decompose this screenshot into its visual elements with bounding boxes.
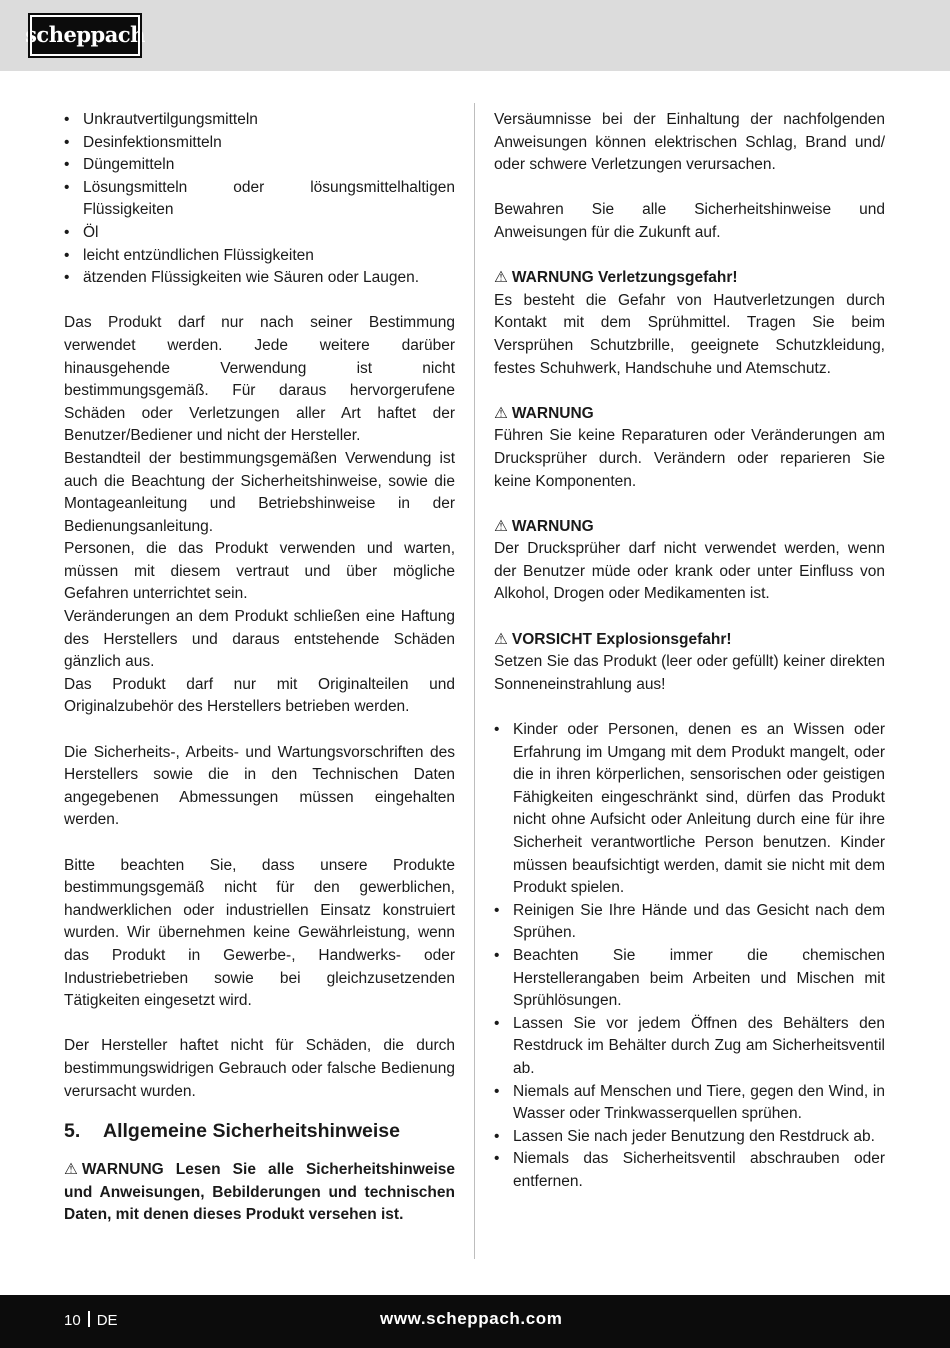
warning-title: ⚠ WARNUNG Verletzungsgefahr! [494,267,885,290]
caution-text: Setzen Sie das Produkt (leer oder gefüllt) keiner direkten Sonneneinstrahlung aus! [494,653,885,693]
page-number [64,1310,118,1333]
website-link[interactable]: www.scheppach.com [380,1309,563,1328]
list-item: • Desinfektionsmitteln [64,132,455,155]
regulations-paragraph: Die Sicherheits-, Arbeits- und Wartungsvorschriften des Herstellers sowie die in den Technischen Daten angegebenen Abmessungen müssen eingehalten werden. [64,743,455,829]
page-footer [0,1295,950,1348]
consequence-paragraph: Versäumnisse bei der Einhaltung der nachfolgenden Anweisungen können elektrischen Schlag, Brand und/ oder schwere Verletzungen verursachen. [494,111,885,174]
list-item: • Reinigen Sie Ihre Hände und das Gesicht nach dem Sprühen. [494,900,885,945]
list-item: • Lassen Sie nach jeder Benutzung den Restdruck ab. [494,1126,885,1149]
warning-title: ⚠ WARNUNG [494,516,885,539]
section-heading [64,1117,455,1145]
list-item: • Kinder oder Personen, denen es an Wissen oder Erfahrung im Umgang mit dem Produkt mangelt, oder die in ihren körperlichen, sensorischen oder geistigen Fähigkeiten eingeschränkt sind, dürfen das Produkt nicht ohne Aufsicht oder Anleitung durch eine für ihre Sicherheit verantwortliche Person benutzen. Kinder müssen beaufsichtigt werden, damit sie nicht mit dem Produkt spielen. [494,719,885,900]
list-item: • leicht entzündlichen Flüssigkeiten [64,245,455,268]
list-item: • Düngemitteln [64,154,455,177]
warning-text: Es besteht die Gefahr von Hautverletzungen durch Kontakt mit dem Sprühmittel. Tragen Sie beim Versprühen Schutzbrille, geeignete Schutzkleidung, festes Schuhwerk, Handschuhe und Atemschutz. [494,291,885,377]
warning-triangle-icon: ⚠ [494,404,508,422]
warning-text: Führen Sie keine Reparaturen oder Veränderungen am Drucksprüher durch. Verändern oder reparieren Sie keine Komponenten. [494,427,885,490]
language-code: DE [96,1312,118,1329]
warning-triangle-icon: ⚠ [494,517,508,535]
list-item: • Niemals das Sicherheitsventil abschrauben oder entfernen. [494,1148,885,1193]
warning-triangle-icon: ⚠ [64,1161,78,1179]
column-divider [474,103,475,1259]
list-item: • Öl [64,222,455,245]
intended-use-paragraph: Personen, die das Produkt verwenden und warten, müssen mit diesem vertraut und über mögliche Gefahren unterrichtet sein. [64,540,455,603]
commercial-use-paragraph: Bitte beachten Sie, dass unsere Produkte bestimmungsgemäß nicht für den gewerblichen, handwerklichen oder industriellen Einsatz konstruiert wurden. Wir übernehmen keine Gewährleistung, wenn das Produkt in Gewerbe-, Handwerks- oder Industriebetrieben sowie bei gleichzusetzenden Tätigkeiten eingesetzt wird. [64,856,455,1010]
liability-paragraph: Der Hersteller haftet nicht für Schäden, die durch bestimmungswidrigen Gebrauch oder falsche Bedienung verursacht wurden. [64,1037,455,1100]
list-item: • Unkrautvertilgungsmitteln [64,109,455,132]
warning-title: ⚠ WARNUNG [494,403,885,426]
intended-use-paragraph: Das Produkt darf nur mit Originalteilen und Originalzubehör des Herstellers betrieben werden. [64,675,455,716]
list-item: • ätzenden Flüssigkeiten wie Säuren oder Laugen. [64,267,455,290]
left-column [64,109,455,1227]
list-item: • Lassen Sie vor jedem Öffnen des Behälters den Restdruck im Behälter durch Zug am Sicherheitsventil ab. [494,1013,885,1081]
warning-triangle-icon: ⚠ [494,269,508,287]
footer-separator [88,1311,90,1327]
page-header [0,0,950,71]
warning-triangle-icon: ⚠ [494,630,508,648]
section-title: Allgemeine Sicherheitshinweise [103,1120,400,1143]
substance-list [64,109,455,290]
general-warning-text: WARNUNG Lesen Sie alle Sicherheitshinweise und Anweisungen, Bebilderungen und technischen Daten, mit denen dieses Produkt versehen ist. [64,1161,455,1224]
general-warning [64,1159,455,1227]
intended-use-paragraph: Veränderungen an dem Produkt schließen eine Haftung des Herstellers und daraus entstehende Schäden gänzlich aus. [64,608,455,671]
intended-use-paragraph: Bestandteil der bestimmungsgemäßen Verwendung ist auch die Beachtung der Sicherheitshinweise, sowie die Montageanleitung und Betriebshinweise in der Bedienungsanleitung. [64,449,455,535]
right-column [494,109,885,1194]
intended-use-paragraph: Das Produkt darf nur nach seiner Bestimmung verwendet werden. Jede weitere darüber hinausgehende Verwendung ist nicht bestimmungsgemäß. Für daraus hervorgerufene Schäden oder Verletzungen aller Art haftet der Benutzer/Bediener und nicht der Hersteller. [64,314,455,445]
scheppach-logo: scheppach [30,15,140,56]
keep-instructions-paragraph: Bewahren Sie alle Sicherheitshinweise und Anweisungen für die Zukunft auf. [494,201,885,241]
list-item: • Lösungsmitteln oder lösungsmittelhaltigen Flüssigkeiten [64,177,455,222]
warning-text: Der Drucksprüher darf nicht verwendet werden, wenn der Benutzer müde oder krank oder unter Einfluss von Alkohol, Drogen oder Medikamenten ist. [494,540,885,603]
caution-title: ⚠ VORSICHT Explosionsgefahr! [494,629,885,652]
list-item: • Niemals auf Menschen und Tiere, gegen den Wind, in Wasser oder Trinkwasserquellen sprühen. [494,1081,885,1126]
list-item: • Beachten Sie immer die chemischen Herstellerangaben beim Arbeiten und Mischen mit Sprühlösungen. [494,945,885,1013]
page-number-value: 10 [64,1312,81,1329]
safety-list [494,719,885,1193]
section-number: 5. [64,1120,81,1143]
